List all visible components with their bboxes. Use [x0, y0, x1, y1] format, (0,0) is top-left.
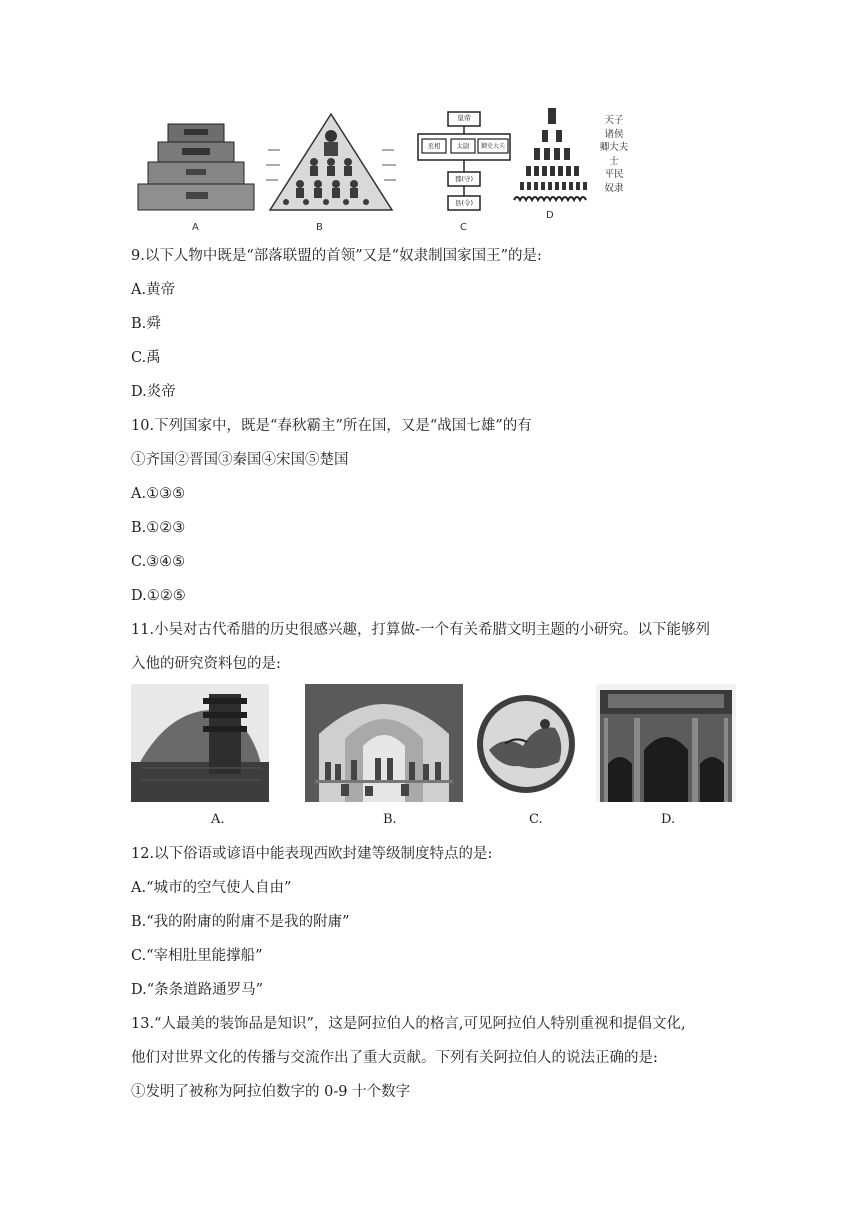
q11-stem-line-2: 入他的研究资料包的是: [131, 656, 281, 672]
hierarchy-figures [136, 104, 636, 234]
figure-c-central-government-chart [414, 108, 514, 233]
chart-box-chancellor: 丞相 [427, 142, 441, 150]
rank-scholars: 士 [609, 155, 619, 167]
q13-stem-line-2: 他们对世界文化的传播与交流作出了重大贡献。下列有关阿拉伯人的说法正确的是: [131, 1050, 658, 1066]
q10-sub-items: ①齐国②晋国③秦国④宋国⑤楚国 [131, 452, 349, 468]
q12-option-d: D.“条条道路通罗马” [131, 982, 264, 998]
figure-b-social-pyramid [266, 110, 396, 233]
q13-item-1: ①发明了被称为阿拉伯数字的 0-9 十个数字 [131, 1084, 411, 1100]
q11-stem-line-1: 11.小吴对古代希腊的历史很感兴趣，打算做-一个有关希腊文明主题的小研究。以下能够列 [131, 622, 710, 638]
q12-stem: 12.以下俗语或谚语中能表现西欧封建等级制度特点的是: [131, 846, 493, 862]
photo-c-vase-painting [475, 684, 577, 802]
rank-commoners: 平民 [604, 169, 624, 180]
chart-box-censor: 御史大夫 [480, 143, 505, 150]
q10-option-a: A.①③⑤ [131, 486, 186, 502]
rank-ministers: 卿大夫 [599, 142, 629, 153]
rank-son-of-heaven: 天子 [604, 115, 624, 126]
photo-a-stupa [131, 684, 269, 802]
figure-d-enfeoffment-pyramid [512, 104, 636, 222]
q13-stem-line-1: 13.“人最美的装饰品是知识”，这是阿拉伯人的格言,可见阿拉伯人特别重视和提倡文化, [131, 1016, 686, 1032]
rank-list [596, 114, 632, 195]
q10-option-b: B.①②③ [131, 520, 186, 536]
figure-d-label: D [546, 210, 554, 221]
photo-b-label: B. [383, 812, 397, 827]
chart-box-emperor: 皇帝 [457, 114, 471, 122]
q10-stem: 10.下列国家中，既是“春秋霸主”所在国，又是“战国七雄”的有 [131, 418, 532, 434]
q10-option-c: C.③④⑤ [131, 554, 186, 570]
figure-c-label: C [460, 222, 467, 233]
rank-slaves: 奴隶 [604, 182, 624, 194]
q10-option-d: D.①②⑤ [131, 588, 186, 604]
photo-a-label: A. [211, 812, 225, 827]
figure-a-label: A [192, 222, 199, 233]
figure-a-stepped-pyramid [136, 118, 256, 233]
q11-photo-row [131, 684, 736, 834]
q12-option-c: C.“宰相肚里能撑船” [131, 948, 263, 964]
figure-b-label: B [316, 222, 323, 233]
photo-d-label: D. [661, 812, 676, 827]
q9-option-d: D.炎帝 [131, 384, 176, 400]
chart-box-county: 县(令) [454, 199, 474, 207]
q9-stem: 9.以下人物中既是“部落联盟的首领”又是“奴隶制国家国王”的是: [131, 248, 542, 264]
q9-option-b: B.舜 [131, 316, 161, 332]
q9-option-c: C.禹 [131, 350, 161, 366]
rank-vassals: 诸侯 [604, 128, 624, 140]
photo-d-triumphal-arch [596, 684, 736, 802]
photo-b-fresco [305, 684, 463, 802]
chart-box-commandery: 郡(守) [454, 175, 474, 183]
q12-option-b: B.“我的附庸的附庸不是我的附庸” [131, 914, 350, 930]
chart-box-commander: 太尉 [456, 142, 470, 150]
q9-option-a: A.黄帝 [131, 282, 176, 298]
q12-option-a: A.“城市的空气使人自由” [131, 880, 292, 896]
photo-c-label: C. [529, 812, 543, 827]
